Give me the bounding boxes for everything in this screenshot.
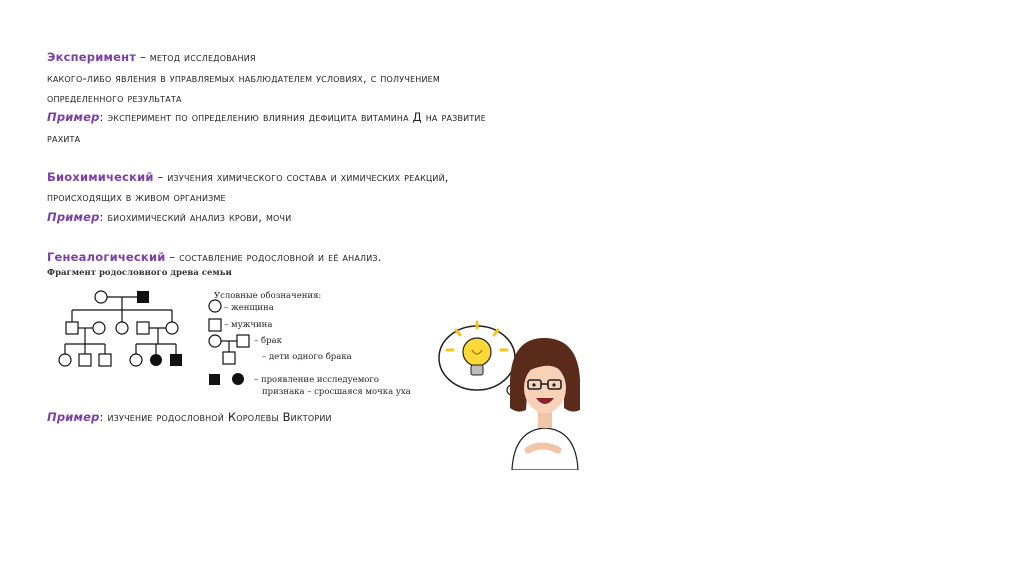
biochem-def-2: происходящих в живом организме: [47, 190, 226, 204]
legend-child-icon: [223, 352, 235, 364]
genealogy-example-label: Пример: [47, 410, 100, 424]
pedigree-tree: [55, 282, 195, 372]
legend-siblings: – дети одного брака: [262, 352, 352, 362]
experiment-example-2: рахита: [47, 131, 81, 145]
experiment-example-line: [47, 110, 486, 124]
gen2-female-mid: [116, 322, 128, 334]
gen1-male-affected: [137, 291, 149, 303]
legend-title: Условные обозначения:: [214, 291, 322, 301]
pedigree-caption: Фрагмент родословного древа семьи: [47, 268, 232, 278]
experiment-example-label: Пример: [47, 110, 100, 124]
experiment-example-1: : эксперимент по определению влияния дефицита витамина Д на развитие: [99, 110, 486, 124]
experiment-def-3: определенного результата: [47, 91, 182, 105]
gen2-female-right: [166, 322, 178, 334]
gen1-female: [95, 291, 107, 303]
legend-affected-male-icon: [209, 374, 220, 385]
gen3-male-1: [79, 354, 91, 366]
experiment-term: Эксперимент: [47, 50, 137, 64]
legend-trait-1: – проявление исследуемого: [254, 375, 379, 385]
biochem-def-1: – изучения химического состава и химических реакций,: [153, 170, 449, 184]
gen3-female-2: [130, 354, 142, 366]
gen2-male-right: [137, 322, 149, 334]
biochem-example-1: : биохимический анализ крови, мочи: [99, 210, 292, 224]
legend-male: – мужчина: [224, 320, 273, 330]
legend-marriage: – брак: [254, 336, 282, 346]
legend-female-icon: [209, 300, 221, 312]
gen2-female-left: [93, 322, 105, 334]
gen3-male-affected: [170, 354, 182, 366]
gen3-female-1: [59, 354, 71, 366]
biochem-example-label: Пример: [47, 210, 100, 224]
woman-with-lightbulb-idea-icon: [432, 310, 592, 470]
genealogy-line-1: [47, 250, 382, 264]
legend-trait-2: признака – сросшаяся мочка уха: [262, 387, 411, 397]
gen3-female-affected: [150, 354, 162, 366]
experiment-line-1: [47, 50, 256, 64]
genealogy-term: Генеалогический: [47, 250, 166, 264]
legend-male-icon: [209, 319, 221, 331]
legend-marriage-female-icon: [209, 335, 221, 347]
genealogy-example-1: : изучение родословной Королевы Виктории: [99, 410, 332, 424]
genealogy-def-1: – составление родословной и её анализ.: [165, 250, 382, 264]
legend-female: – женщина: [224, 303, 274, 313]
gen2-male-left: [66, 322, 78, 334]
genealogy-example-line: [47, 410, 332, 424]
legend-affected-female-icon: [232, 373, 244, 385]
biochem-line-1: [47, 170, 449, 184]
gen3-male-2: [99, 354, 111, 366]
experiment-def-2: какого-либо явления в управляемых наблюдателем условиях, с получением: [47, 71, 441, 85]
legend-marriage-male-icon: [237, 335, 249, 347]
biochem-example-line: [47, 210, 291, 224]
biochem-term: Биохимический: [47, 170, 154, 184]
experiment-def-1: – метод исследования: [136, 50, 256, 64]
